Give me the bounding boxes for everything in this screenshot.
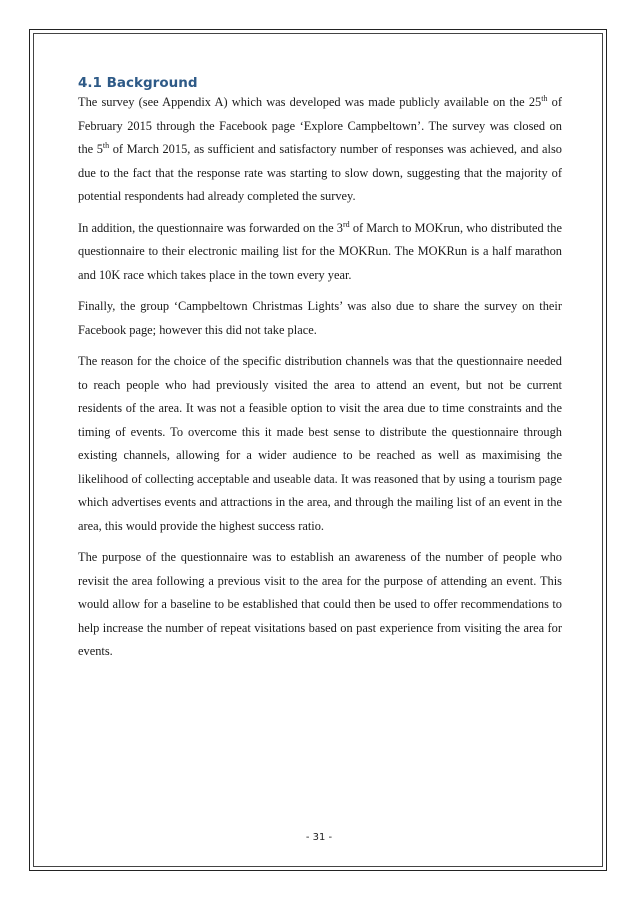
paragraph-purpose: The purpose of the questionnaire was to establish an awareness of the number of people who revisit the area following a previous visit to the area for the purpose of attending an event. This would allow for a baseline to be established that could then be used to offer recommendations to help increase the number of repeat visitations based on past experience from visiting the area for events. xyxy=(78,550,562,658)
paragraph-survey-dates xyxy=(78,91,562,209)
ordinal-suffix: th xyxy=(102,140,110,150)
page-content xyxy=(78,66,562,672)
ordinal-suffix: rd xyxy=(343,219,350,229)
paragraph-text: of March to MOKrun, who distributed the questionnaire to their electronic mailing list for the MOKRun. The MOKRun is a half marathon and 10K race which takes place in the town every year. xyxy=(78,220,562,282)
paragraph-text: The survey (see Appendix A) which was developed was made publicly available on the 25 xyxy=(78,95,542,109)
paragraph-mokrun xyxy=(78,217,562,288)
paragraph-text: of February 2015 through the Facebook page ‘Explore Campbeltown’. The survey was closed on the 5 xyxy=(78,95,563,156)
paragraph-text: In addition, the questionnaire was forwarded on the 3 xyxy=(78,220,343,235)
page-number: - 31 - xyxy=(305,832,333,843)
ordinal-suffix: th xyxy=(541,93,548,103)
paragraph-christmas-lights: Finally, the group ‘Campbeltown Christmas Lights’ was also due to share the survey on their Facebook page; however this did not take place. xyxy=(78,299,562,337)
paragraph-text: of March 2015, as sufficient and satisfactory number of responses was achieved, and also due to the fact that the response rate was starting to slow down, suggesting that the majority of potential respondents had already completed the survey. xyxy=(78,142,563,203)
section-heading: 4.1 Background xyxy=(78,75,198,91)
paragraph-distribution-channels: The reason for the choice of the specific distribution channels was that the questionnaire needed to reach people who had previously visited the area to attend an event, but not be current residents of the area. It was not a feasible option to visit the area due to time constraints and the timing of events. To overcome this it made best sense to distribute the questionnaire through existing channels, allowing for a wider audience to be reached as well as maximising the likelihood of collecting acceptable and useable data. It was reasoned that by using a tourism page which advertises events and attractions in the area, and through the mailing list of an event in the area, this would provide the highest success ratio. xyxy=(78,354,562,533)
